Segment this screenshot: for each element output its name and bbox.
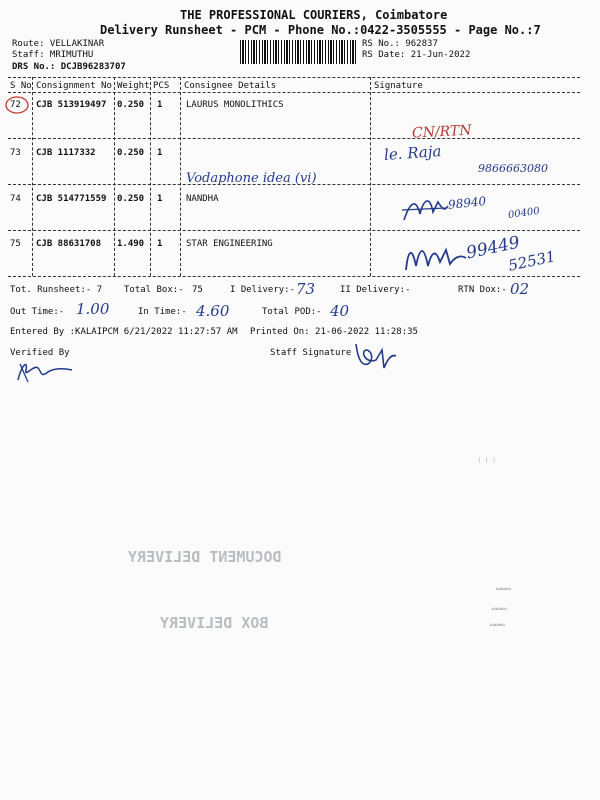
staff-signature-label: Staff Signature <box>270 348 352 358</box>
row-sno: 75 <box>10 239 21 249</box>
staff-signature <box>352 340 398 372</box>
row-weight: 1.490 <box>117 239 145 249</box>
total-box-value: 75 <box>192 285 203 295</box>
bleed-through-text: DOCUMENT DELIVERY <box>128 548 282 566</box>
i-delivery-label: I Delivery:- <box>230 285 296 295</box>
col-header-sno: S No <box>10 81 32 91</box>
in-time-label: In Time:- <box>138 307 187 317</box>
row-consignment: CJB 88631708 <box>36 239 102 249</box>
bleed-through-text: BOX DELIVERY <box>160 614 269 632</box>
col-divider <box>370 77 371 276</box>
row-divider <box>8 230 580 231</box>
col-divider <box>114 77 115 276</box>
col-header-pcs: PCS <box>153 81 170 91</box>
bleed-through-mark: ▭▭▭ <box>496 584 511 593</box>
row-weight: 0.250 <box>117 100 145 110</box>
row-weight: 0.250 <box>117 194 145 204</box>
handwritten-name: le. Raja <box>383 142 442 164</box>
row-sno: 73 <box>10 148 21 158</box>
row-pcs: 1 <box>157 194 163 204</box>
handwritten-phone: 98940 <box>447 194 487 212</box>
col-header-consignee: Consignee Details <box>184 81 277 91</box>
row-divider <box>8 138 580 139</box>
row-consignee: STAR ENGINEERING <box>186 239 273 249</box>
handwritten-signature <box>402 240 468 274</box>
handwritten-cn-rtn: CN/RTN <box>411 122 472 142</box>
drs-label: DRS No.: DCJB96283707 <box>12 62 126 72</box>
out-time-label: Out Time:- <box>10 307 65 317</box>
table-header-line <box>8 92 580 93</box>
staff-label: Staff: MRIMUTHU <box>12 50 94 60</box>
handwritten-phone: 52531 <box>506 247 558 275</box>
handwritten-in-time: 4.60 <box>196 302 230 320</box>
ii-delivery-label: II Delivery:- <box>340 285 411 295</box>
row-pcs: 1 <box>157 239 163 249</box>
col-divider <box>180 77 181 276</box>
rs-no: RS No.: 962837 <box>362 39 438 49</box>
table-bottom-line <box>8 276 580 277</box>
row-pcs: 1 <box>157 100 163 110</box>
header-title: THE PROFESSIONAL COURIERS, Coimbatore <box>180 8 448 22</box>
barcode <box>240 40 356 64</box>
row-consignment: CJB 1117332 <box>36 148 96 158</box>
bleed-through-mark: ▭▭▭ <box>492 604 507 613</box>
row-consignee: LAURUS MONOLITHICS <box>186 100 284 110</box>
col-header-weight: Weight <box>117 81 150 91</box>
col-divider <box>150 77 151 276</box>
circle-mark <box>4 95 32 115</box>
handwritten-out-time: 1.00 <box>76 300 110 318</box>
handwritten-rtn-box: 02 <box>510 280 530 298</box>
row-sno: 72 <box>10 100 21 110</box>
bleed-through-mark: ⁝ ⁝ ⁝ <box>478 456 496 465</box>
handwritten-i-delivery: 73 <box>296 280 316 298</box>
tot-runsheet: Tot. Runsheet:- 7 <box>10 285 103 295</box>
col-header-signature: Signature <box>374 81 423 91</box>
rs-date: RS Date: 21-Jun-2022 <box>362 50 471 60</box>
row-consignee: NANDHA <box>186 194 219 204</box>
bleed-through-mark: ▭▭▭ <box>490 620 505 629</box>
handwritten-signature <box>400 194 450 226</box>
row-sno: 74 <box>10 194 21 204</box>
row-pcs: 1 <box>157 148 163 158</box>
handwritten-phone: 9866663080 <box>478 162 548 175</box>
handwritten-company: Vodaphone idea (vi) <box>186 171 317 186</box>
total-pod-label: Total POD:- <box>262 307 322 317</box>
row-consignment: CJB 513919497 <box>36 100 107 110</box>
table-top-line <box>8 77 580 78</box>
col-header-consignment: Consignment No <box>36 81 112 91</box>
handwritten-total-pod: 40 <box>330 302 350 320</box>
row-consignment: CJB 514771559 <box>36 194 107 204</box>
header-subtitle: Delivery Runsheet - PCM - Phone No.:0422-3505555 - Page No.:7 <box>100 23 541 37</box>
entered-by: Entered By :KALAIPCM 6/21/2022 11:27:57 AM <box>10 327 238 337</box>
row-weight: 0.250 <box>117 148 145 158</box>
handwritten-phone: 00400 <box>507 205 541 222</box>
col-divider <box>32 77 33 276</box>
handwritten-phone: 99449 <box>464 232 522 264</box>
rtn-box-label: RTN Dox:- <box>458 285 507 295</box>
verified-by-label: Verified By <box>10 348 70 358</box>
route-label: Route: VELLAKINAR <box>12 39 105 49</box>
total-box-label: Total Box:- <box>124 285 184 295</box>
printed-on: Printed On: 21-06-2022 11:28:35 <box>250 327 418 337</box>
verified-signature <box>12 356 74 384</box>
